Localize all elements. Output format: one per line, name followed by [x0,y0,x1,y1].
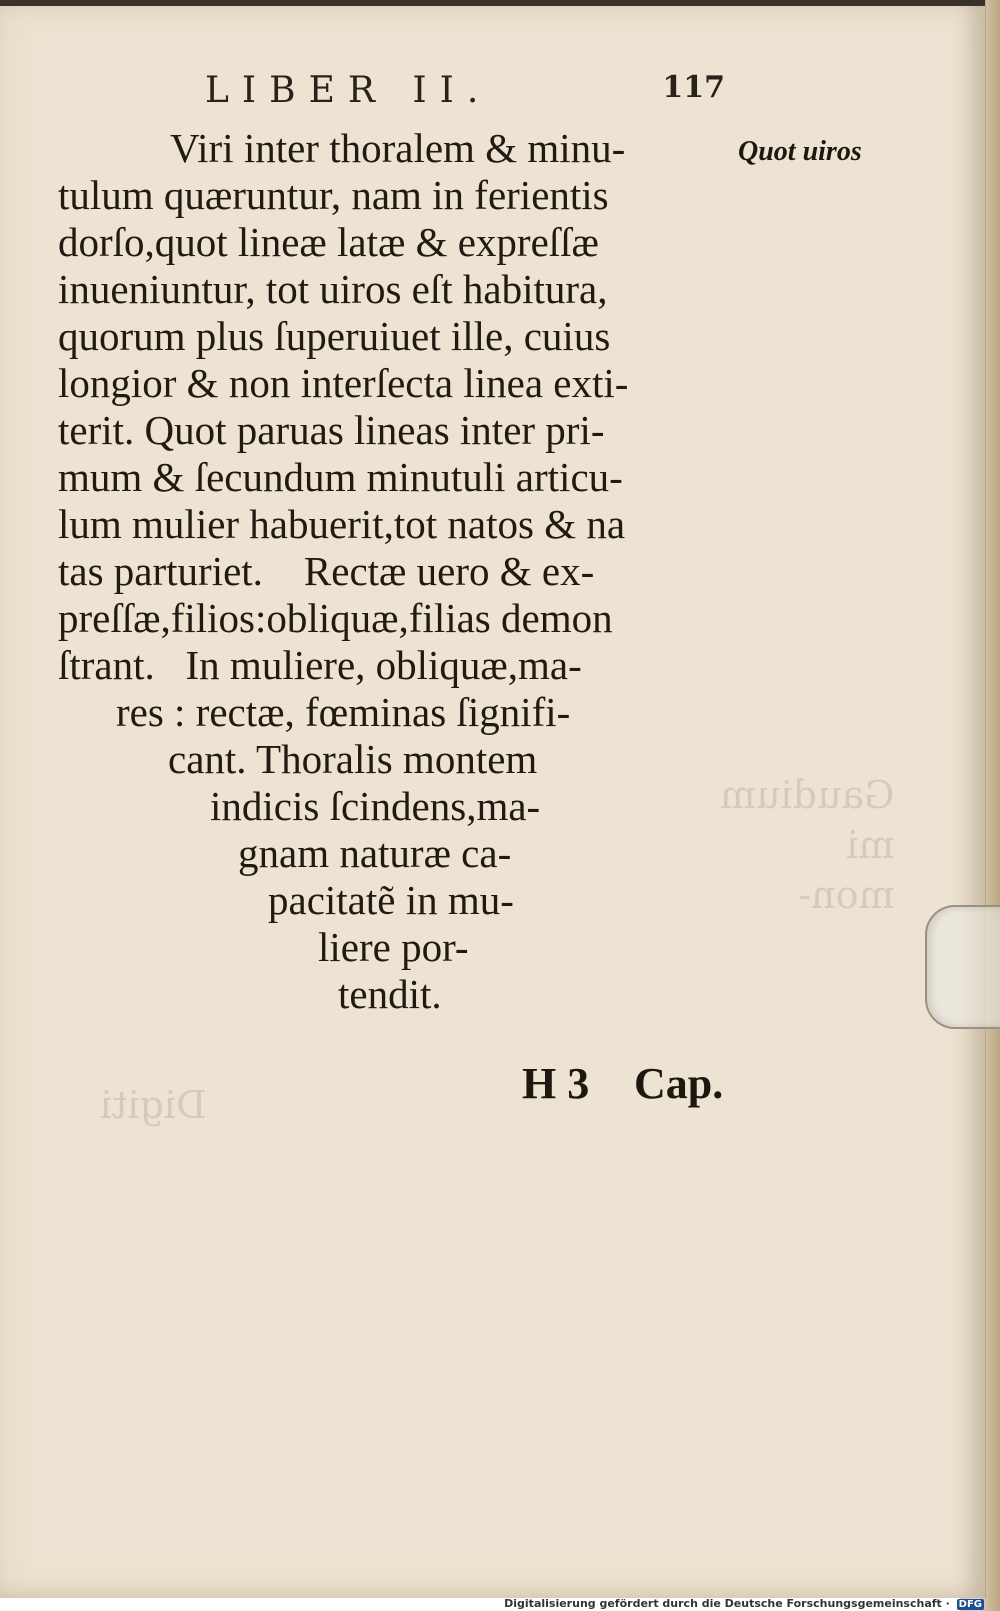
body-text [58,125,748,1018]
text-line: indicis ſcindens,ma- [210,783,541,829]
dfg-logo: DFG [958,1599,982,1610]
digitization-credit: Digitalisierung gefördert durch die Deutsche Forschungsgemeinschaft · DFG [504,1597,982,1610]
text-line: lum mulier habuerit,tot natos & na [58,501,626,547]
text-line: gnam naturæ ca- [238,830,512,876]
text-line: preſſæ,filios:obliquæ,filias demon [58,595,613,641]
text-line: dorſo,quot lineæ latæ & expreſſæ [58,219,599,265]
text-line: quorum plus ſuperuiuet ille, cuius [58,313,611,359]
running-head-title: LIBER II. [205,70,492,111]
text-line: res : rectæ, fœminas ſignifi- [116,689,571,735]
text-line: pacitatẽ in mu- [268,877,514,923]
page-number: 117 [662,70,725,105]
catchword: Cap. [634,1059,724,1108]
text-line: terit. Quot paruas lineas inter pri- [58,407,605,453]
text-line: mum & ſecundum minutuli articu- [58,454,623,500]
text-line: tas parturiet. Rectæ uero & ex- [58,548,595,594]
marginal-note: Quot uiros [738,136,862,167]
text-line: cant. Thoralis montem [168,736,538,782]
text-line: inueniuntur, tot uiros eſt habitura, [58,266,608,312]
text-line: tulum quæruntur, nam in ferientis [58,172,609,218]
catchword-line [522,1058,723,1109]
running-head [205,70,725,126]
text-line: Viri inter thoralem & minu- [170,125,626,171]
text-line: longior & non interſecta linea exti- [58,360,629,406]
show-through-text: Gaudium mi mon- [720,773,895,917]
text-line: ſtrant. In muliere, obliquæ,ma- [58,642,582,688]
top-edge [0,0,985,6]
show-through-text: Digiti [100,1083,207,1127]
text-line: tendit. [338,971,442,1017]
signature-mark: H 3 [522,1059,590,1108]
page-clip [925,905,1000,1029]
text-line: liere por- [318,924,469,970]
credit-text: Digitalisierung gefördert durch die Deutsche Forschungsgemeinschaft [504,1597,942,1610]
